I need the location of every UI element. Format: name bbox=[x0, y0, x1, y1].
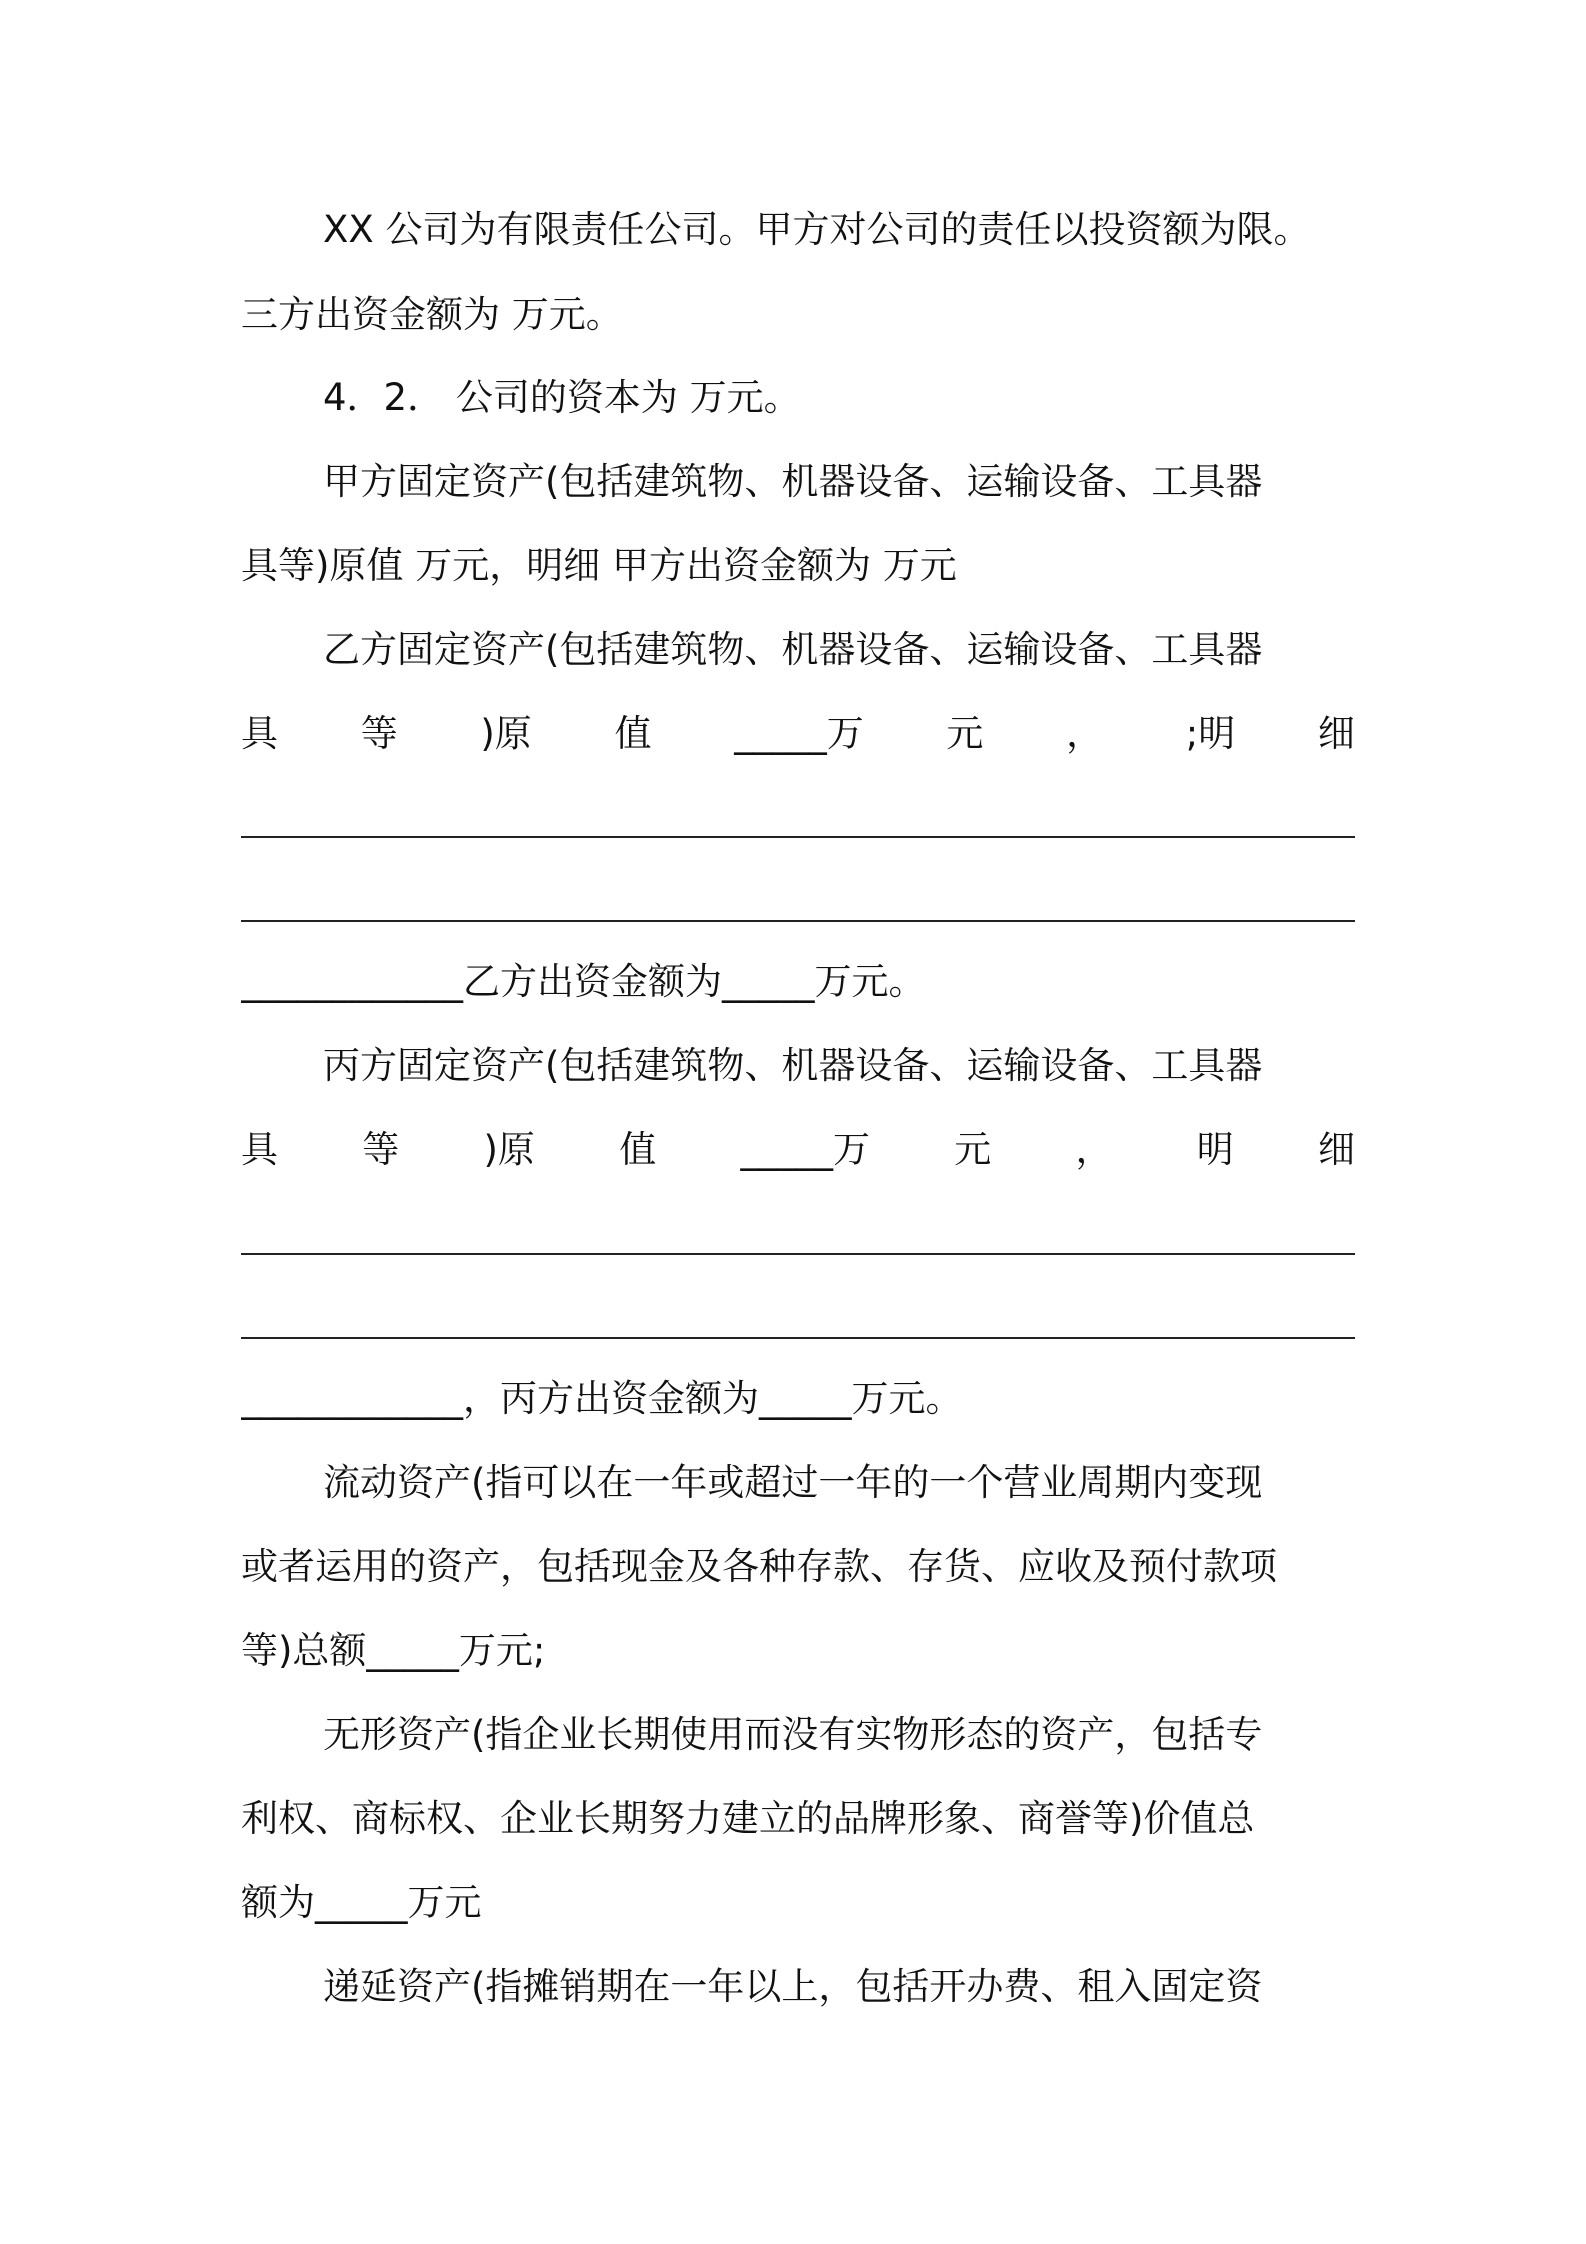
party-c-assets-line-2 bbox=[241, 1126, 1355, 1174]
paragraph-1-line-1: XX 公司为有限责任公司。甲方对公司的责任以投资额为限。 bbox=[323, 208, 1311, 251]
party-c-word: 具 bbox=[241, 1128, 278, 1171]
party-b-word: )原 bbox=[480, 712, 532, 755]
party-b-word: 等 bbox=[360, 712, 398, 755]
party-c-word: 等 bbox=[362, 1128, 400, 1171]
party-b-word: 具 bbox=[241, 712, 278, 755]
party-c-word: )原 bbox=[483, 1128, 535, 1171]
party-c-assets-line-1: 丙方固定资产(包括建筑物、机器设备、运输设备、工具器 bbox=[323, 1044, 1263, 1087]
party-c-detail-rule-1 bbox=[241, 1253, 1355, 1255]
party-c-word: 细 bbox=[1317, 1128, 1355, 1171]
section-4-2-line: 4．2． 公司的资本为 万元。 bbox=[323, 376, 801, 419]
party-c-word: 明 bbox=[1196, 1128, 1234, 1171]
party-b-assets-line-5: ____________乙方出资金额为_____万元。 bbox=[241, 960, 926, 1003]
party-b-word: _____万 bbox=[734, 712, 864, 755]
party-c-assets-line-5: ____________，丙方出资金额为_____万元。 bbox=[241, 1377, 963, 1420]
party-b-word: 细 bbox=[1317, 712, 1355, 755]
intangible-assets-line-2: 利权、商标权、企业长期努力建立的品牌形象、商誉等)价值总 bbox=[241, 1797, 1255, 1840]
intangible-assets-line-3: 额为_____万元 bbox=[241, 1881, 482, 1924]
party-c-word: _____万 bbox=[740, 1128, 870, 1171]
party-b-word: ， bbox=[1066, 712, 1104, 755]
party-b-detail-rule-1 bbox=[241, 836, 1355, 838]
party-c-word: 元 bbox=[954, 1128, 992, 1171]
party-a-assets-line-1: 甲方固定资产(包括建筑物、机器设备、运输设备、工具器 bbox=[323, 460, 1263, 503]
party-b-word: ;明 bbox=[1185, 712, 1236, 755]
party-b-word: 值 bbox=[614, 712, 652, 755]
current-assets-line-1: 流动资产(指可以在一年或超过一年的一个营业周期内变现 bbox=[323, 1461, 1263, 1504]
party-c-detail-rule-2 bbox=[241, 1337, 1355, 1339]
party-c-word: ， bbox=[1075, 1128, 1113, 1171]
party-b-assets-line-2 bbox=[241, 710, 1355, 758]
party-c-word: 值 bbox=[619, 1128, 657, 1171]
deferred-assets-line-1: 递延资产(指摊销期在一年以上，包括开办费、租入固定资 bbox=[323, 1965, 1263, 2008]
current-assets-line-2: 或者运用的资产，包括现金及各种存款、存货、应收及预付款项 bbox=[241, 1545, 1277, 1588]
intangible-assets-line-1: 无形资产(指企业长期使用而没有实物形态的资产，包括专 bbox=[323, 1713, 1263, 1756]
party-b-assets-line-1: 乙方固定资产(包括建筑物、机器设备、运输设备、工具器 bbox=[323, 628, 1263, 671]
party-a-assets-line-2: 具等)原值 万元，明细 甲方出资金额为 万元 bbox=[241, 544, 957, 587]
current-assets-line-3: 等)总额_____万元; bbox=[241, 1629, 546, 1672]
paragraph-1-line-2: 三方出资金额为 万元。 bbox=[241, 293, 623, 336]
party-b-word: 元 bbox=[946, 712, 984, 755]
party-b-detail-rule-2 bbox=[241, 920, 1355, 922]
